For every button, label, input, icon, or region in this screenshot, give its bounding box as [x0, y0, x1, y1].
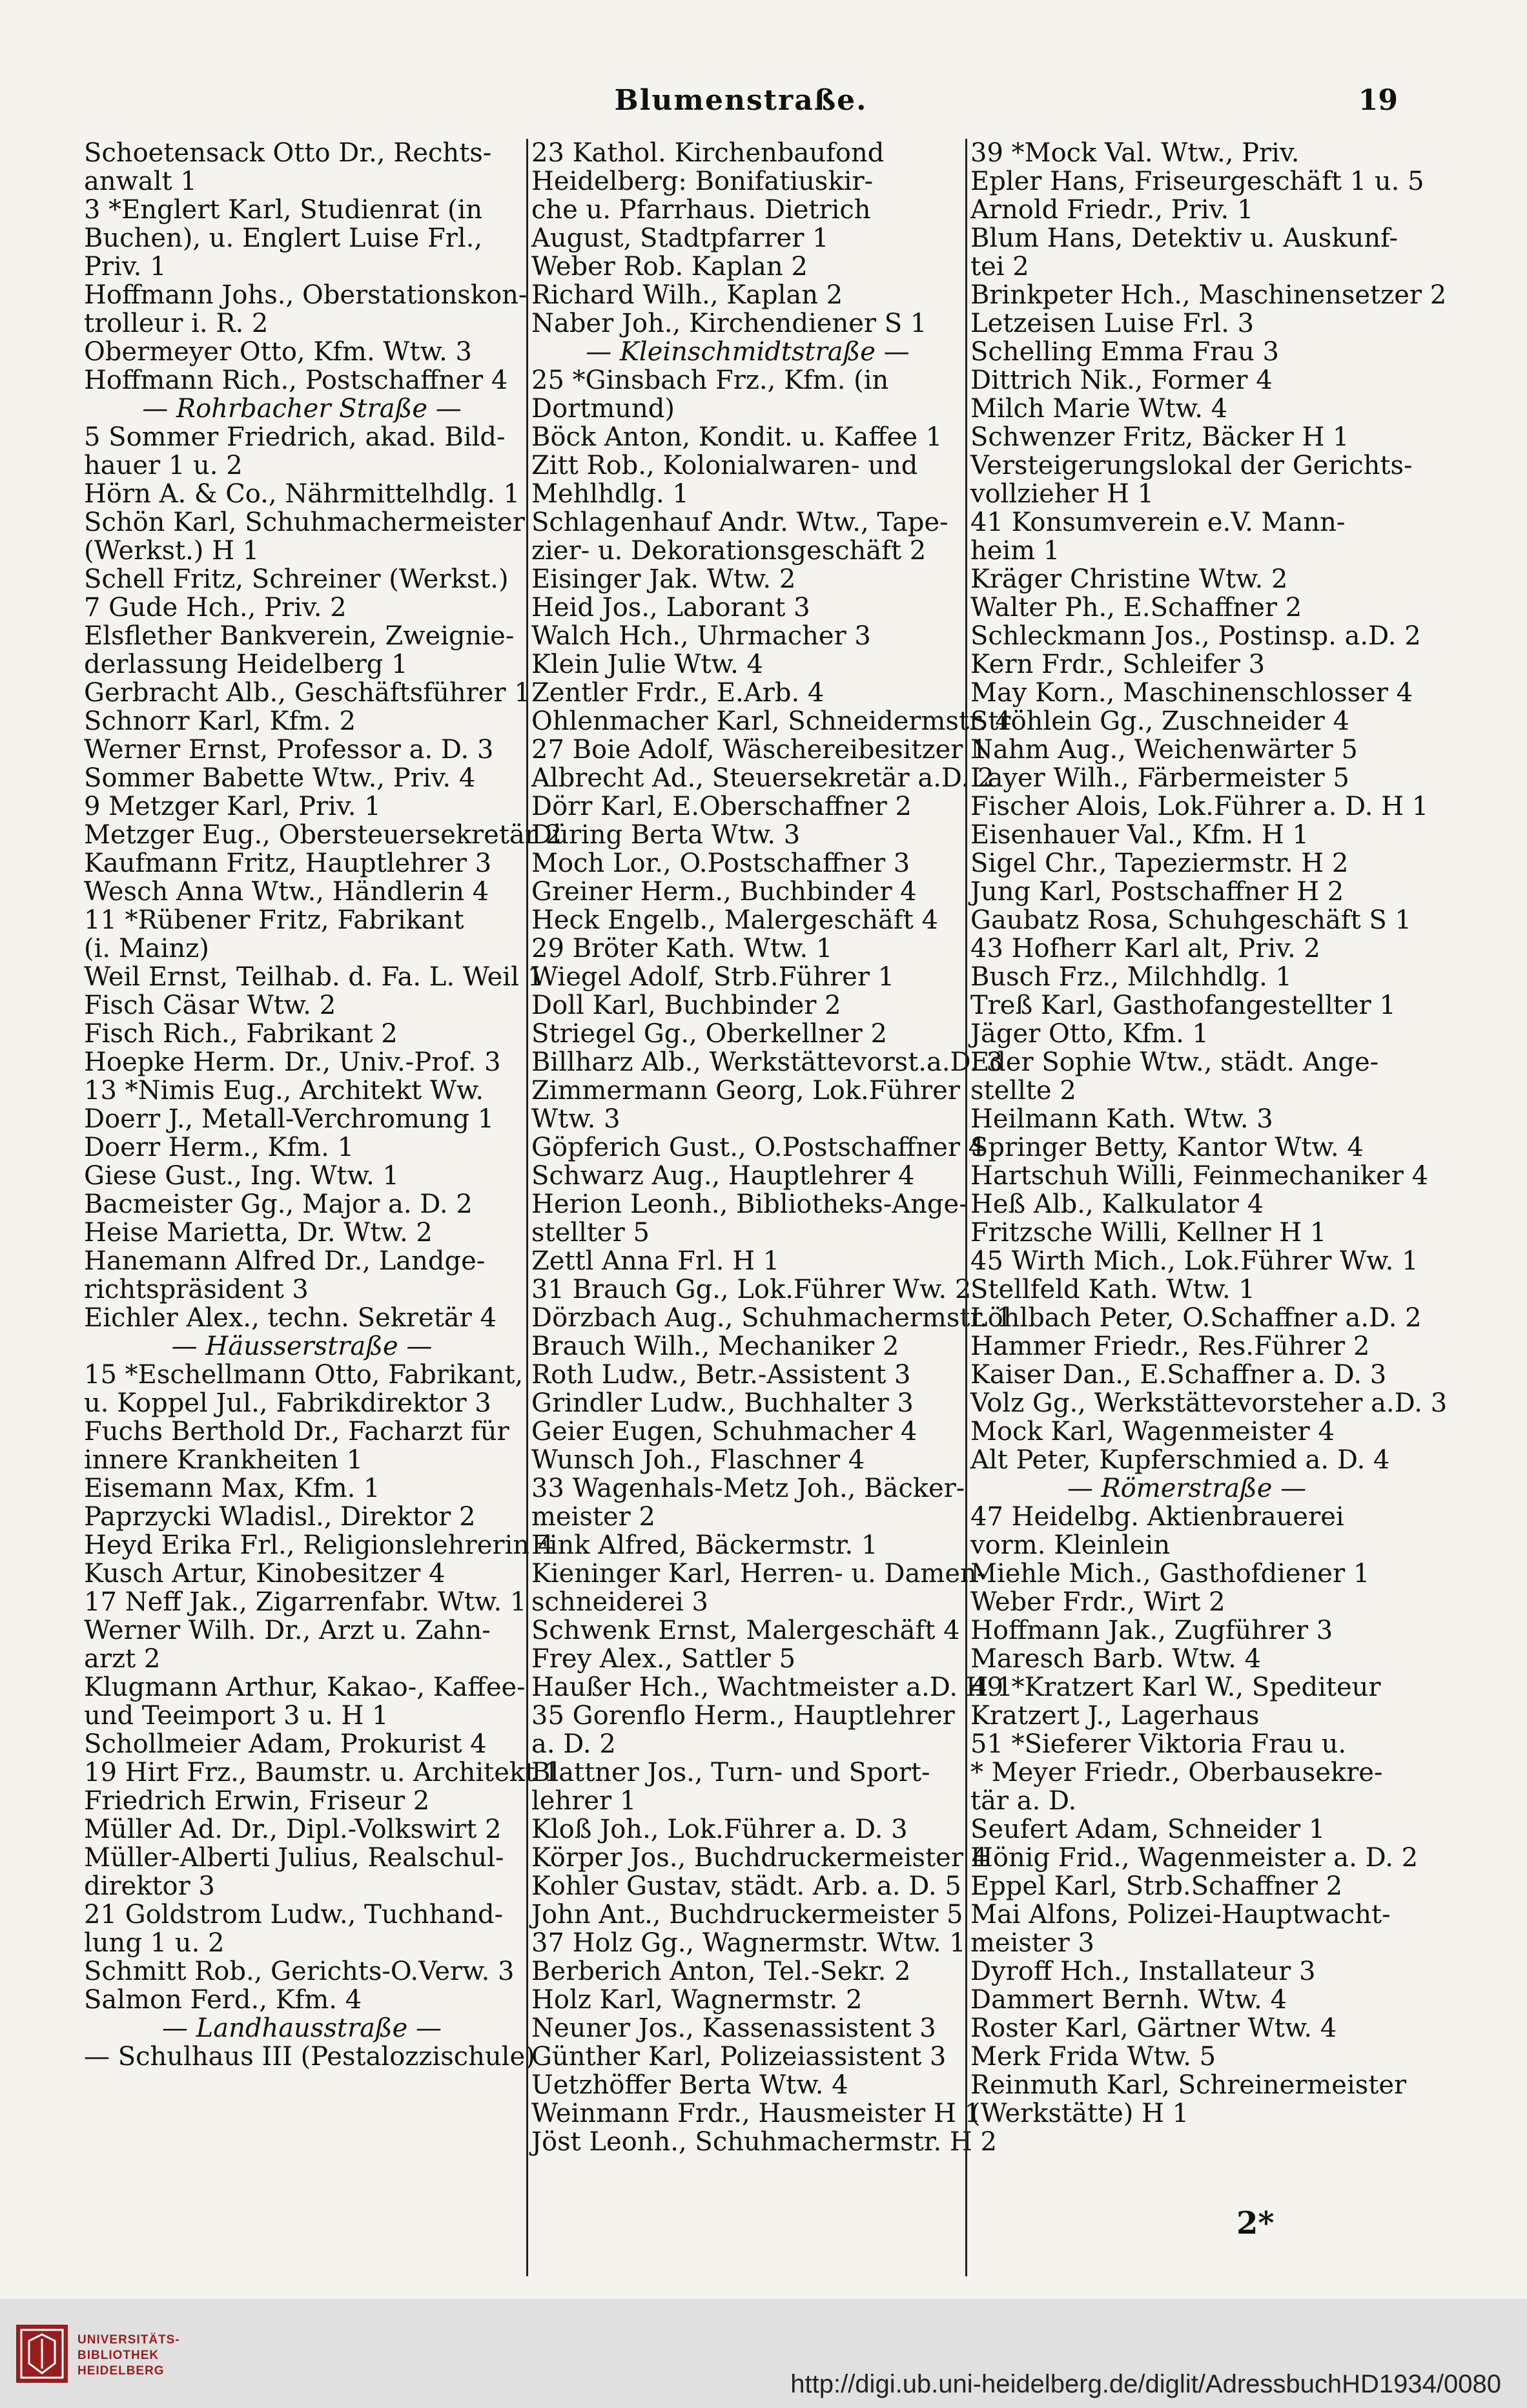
- directory-entry: 15 *Eschellmann Otto, Fabrikant,: [84, 1360, 524, 1390]
- directory-entry: Schollmeier Adam, Prokurist 4: [84, 1729, 487, 1759]
- directory-entry: Kieninger Karl, Herren- u. Damen-: [531, 1559, 986, 1589]
- directory-entry: Doerr J., Metall-Verchromung 1: [84, 1104, 495, 1134]
- directory-entry: Dammert Bernh. Wtw. 4: [970, 1985, 1287, 2015]
- directory-entry: Göpferich Gust., O.Postschaffner 4: [531, 1133, 985, 1162]
- directory-entry: Haußer Hch., Wachtmeister a.D. H 1: [531, 1672, 1013, 1702]
- directory-entry: Greiner Herm., Buchbinder 4: [531, 877, 917, 907]
- directory-entry: Giese Gust., Ing. Wtw. 1: [84, 1161, 399, 1191]
- directory-entry: Eppel Karl, Strb.Schaffner 2: [970, 1871, 1343, 1901]
- street-heading: — Rohrbacher Straße —: [142, 394, 462, 424]
- directory-entry: 27 Boie Adolf, Wäschereibesitzer 1: [531, 735, 988, 765]
- directory-entry: Sigel Chr., Tapeziermstr. H 2: [970, 849, 1349, 878]
- directory-entry: schneiderei 3: [531, 1587, 708, 1617]
- street-heading: — Römerstraße —: [1067, 1474, 1307, 1503]
- directory-entry: Grindler Ludw., Buchhalter 3: [531, 1388, 914, 1418]
- library-logo[interactable]: [16, 2325, 210, 2383]
- directory-entry: Dittrich Nik., Former 4: [970, 365, 1273, 395]
- directory-entry: Hönig Frid., Wagenmeister a. D. 2: [970, 1843, 1419, 1873]
- directory-entry: Böck Anton, Kondit. u. Kaffee 1: [531, 422, 943, 452]
- directory-entry: Kloß Joh., Lok.Führer a. D. 3: [531, 1815, 908, 1844]
- directory-entry: Blattner Jos., Turn- und Sport-: [531, 1758, 930, 1787]
- directory-entry: Priv. 1: [84, 252, 167, 282]
- directory-entry: Düring Berta Wtw. 3: [531, 820, 801, 850]
- directory-entry: August, Stadtpfarrer 1: [531, 223, 829, 253]
- directory-entry: Klein Julie Wtw. 4: [531, 650, 763, 679]
- directory-entry: Arnold Friedr., Priv. 1: [970, 195, 1254, 225]
- directory-entry: Versteigerungslokal der Gerichts-: [970, 451, 1413, 480]
- directory-entry: Jung Karl, Postschaffner H 2: [970, 877, 1344, 907]
- directory-entry: a. D. 2: [531, 1729, 616, 1759]
- directory-entry: Müller Ad. Dr., Dipl.-Volkswirt 2: [84, 1815, 502, 1844]
- directory-entry: Heise Marietta, Dr. Wtw. 2: [84, 1218, 433, 1248]
- directory-entry: Wesch Anna Wtw., Händlerin 4: [84, 877, 489, 907]
- directory-entry: Alt Peter, Kupferschmied a. D. 4: [970, 1445, 1390, 1475]
- directory-entry: che u. Pfarrhaus. Dietrich: [531, 195, 871, 225]
- directory-entry: Löhlbach Peter, O.Schaffner a.D. 2: [970, 1303, 1422, 1333]
- directory-entry: Schell Fritz, Schreiner (Werkst.): [84, 564, 509, 594]
- directory-entry: Fuchs Berthold Dr., Facharzt für: [84, 1417, 509, 1446]
- directory-entry: John Ant., Buchdruckermeister 5: [531, 1900, 963, 1929]
- directory-entry: vorm. Kleinlein: [970, 1530, 1171, 1560]
- directory-entry: arzt 2: [84, 1644, 161, 1674]
- directory-entry: Wunsch Joh., Flaschner 4: [531, 1445, 865, 1475]
- directory-entry: 47 Heidelbg. Aktienbrauerei: [970, 1502, 1344, 1532]
- library-logo-text: [77, 2332, 180, 2379]
- directory-entry: Zitt Rob., Kolonialwaren- und: [531, 451, 918, 480]
- directory-entry: Gerbracht Alb., Geschäftsführer 1: [84, 678, 531, 708]
- directory-entry: Brinkpeter Hch., Maschinensetzer 2: [970, 280, 1447, 310]
- street-heading: — Landhausstraße —: [161, 2013, 442, 2043]
- directory-entry: direktor 3: [84, 1871, 215, 1901]
- directory-entry: Heilmann Kath. Wtw. 3: [970, 1104, 1273, 1134]
- logo-line-2: BIBLIOTHEK: [77, 2349, 159, 2362]
- street-heading: — Häusserstraße —: [171, 1332, 433, 1361]
- directory-entry: derlassung Heidelberg 1: [84, 650, 408, 679]
- directory-columns: [84, 138, 1448, 2276]
- directory-entry: Hoepke Herm. Dr., Univ.-Prof. 3: [84, 1047, 501, 1077]
- directory-entry: May Korn., Maschinenschlosser 4: [970, 678, 1413, 708]
- directory-entry: Schmitt Rob., Gerichts-O.Verw. 3: [84, 1957, 515, 1986]
- directory-entry: Reinmuth Karl, Schreinermeister: [970, 2070, 1407, 2100]
- directory-entry: Buchen), u. Englert Luise Frl.,: [84, 223, 483, 253]
- directory-entry: Hartschuh Willi, Feinmechaniker 4: [970, 1161, 1429, 1191]
- directory-entry: und Teeimport 3 u. H 1: [84, 1701, 389, 1731]
- signature-mark: 2*: [1236, 2205, 1275, 2241]
- directory-entry: Müller-Alberti Julius, Realschul-: [84, 1843, 504, 1873]
- directory-entry: Dortmund): [531, 394, 675, 424]
- directory-entry: Kräger Christine Wtw. 2: [970, 564, 1288, 594]
- directory-entry: Werner Ernst, Professor a. D. 3: [84, 735, 494, 765]
- directory-entry: 51 *Sieferer Viktoria Frau u.: [970, 1729, 1347, 1759]
- directory-entry: Letzeisen Luise Frl. 3: [970, 309, 1255, 338]
- directory-entry: Heyd Erika Frl., Religionslehrerin 4: [84, 1530, 555, 1560]
- directory-entry: 45 Wirth Mich., Lok.Führer Ww. 1: [970, 1246, 1419, 1276]
- directory-entry: (Werkst.) H 1: [84, 536, 260, 566]
- directory-entry: Herion Leonh., Bibliotheks-Ange-: [531, 1189, 968, 1219]
- directory-entry: Bacmeister Gg., Major a. D. 2: [84, 1189, 473, 1219]
- directory-entry: Fritzsche Willi, Kellner H 1: [970, 1218, 1327, 1248]
- column-3: [965, 138, 1448, 2276]
- directory-entry: — Schulhaus III (Pestalozzischule): [84, 2042, 535, 2072]
- directory-entry: (Werkstätte) H 1: [970, 2099, 1189, 2128]
- directory-entry: Layer Wilh., Färbermeister 5: [970, 763, 1349, 793]
- directory-entry: Werner Wilh. Dr., Arzt u. Zahn-: [84, 1616, 491, 1645]
- directory-entry: Jöst Leonh., Schuhmachermstr. H 2: [531, 2127, 997, 2157]
- source-url[interactable]: http://digi.ub.uni-heidelberg.de/diglit/AdressbuchHD1934/0080: [790, 2370, 1501, 2398]
- directory-entry: Obermeyer Otto, Kfm. Wtw. 3: [84, 337, 472, 367]
- directory-entry: 39 *Mock Val. Wtw., Priv.: [970, 138, 1300, 168]
- directory-entry: 19 Hirt Frz., Baumstr. u. Architekt 1: [84, 1758, 560, 1787]
- directory-entry: Busch Frz., Milchhdlg. 1: [970, 962, 1293, 992]
- directory-entry: Kratzert J., Lagerhaus: [970, 1701, 1260, 1731]
- directory-entry: 33 Wagenhals-Metz Joh., Bäcker-: [531, 1474, 965, 1503]
- directory-entry: Paprzycki Wladisl., Direktor 2: [84, 1502, 476, 1532]
- directory-entry: Weil Ernst, Teilhab. d. Fa. L. Weil 1: [84, 962, 544, 992]
- directory-entry: Hanemann Alfred Dr., Landge-: [84, 1246, 486, 1276]
- directory-entry: 37 Holz Gg., Wagnermstr. Wtw. 1: [531, 1928, 966, 1958]
- directory-entry: Roth Ludw., Betr.-Assistent 3: [531, 1360, 911, 1390]
- directory-entry: Kohler Gustav, städt. Arb. a. D. 5: [531, 1871, 961, 1901]
- directory-entry: zier- u. Dekorationsgeschäft 2: [531, 536, 927, 566]
- page-number: 19: [1358, 84, 1398, 117]
- directory-entry: stellte 2: [970, 1076, 1076, 1106]
- directory-entry: Heß Alb., Kalkulator 4: [970, 1189, 1264, 1219]
- directory-entry: Dyroff Hch., Installateur 3: [970, 1957, 1316, 1986]
- directory-entry: Milch Marie Wtw. 4: [970, 394, 1228, 424]
- directory-entry: Fisch Cäsar Wtw. 2: [84, 991, 336, 1020]
- directory-entry: Geier Eugen, Schuhmacher 4: [531, 1417, 917, 1446]
- directory-entry: Volz Gg., Werkstättevorsteher a.D. 3: [970, 1388, 1448, 1418]
- directory-entry: 7 Gude Hch., Priv. 2: [84, 593, 347, 623]
- directory-entry: Berberich Anton, Tel.-Sekr. 2: [531, 1957, 911, 1986]
- directory-entry: Brauch Wilh., Mechaniker 2: [531, 1332, 899, 1361]
- directory-entry: Weber Frdr., Wirt 2: [970, 1587, 1225, 1617]
- directory-entry: Maresch Barb. Wtw. 4: [970, 1644, 1261, 1674]
- directory-entry: Frey Alex., Sattler 5: [531, 1644, 796, 1674]
- directory-entry: 41 Konsumverein e.V. Mann-: [970, 508, 1346, 537]
- directory-entry: Schelling Emma Frau 3: [970, 337, 1279, 367]
- directory-entry: stellter 5: [531, 1218, 650, 1248]
- directory-entry: lung 1 u. 2: [84, 1928, 225, 1958]
- directory-entry: (i. Mainz): [84, 934, 209, 963]
- directory-entry: trolleur i. R. 2: [84, 309, 269, 338]
- logo-line-1: UNIVERSITÄTS-: [77, 2333, 180, 2347]
- directory-entry: 35 Gorenflo Herm., Hauptlehrer: [531, 1701, 955, 1731]
- directory-entry: Schön Karl, Schuhmachermeister: [84, 508, 525, 537]
- directory-entry: 23 Kathol. Kirchenbaufond: [531, 138, 885, 168]
- directory-entry: Gaubatz Rosa, Schuhgeschäft S 1: [970, 905, 1411, 935]
- directory-entry: Elsflether Bankverein, Zweignie-: [84, 621, 515, 651]
- directory-entry: Ströhlein Gg., Zuschneider 4: [970, 706, 1349, 736]
- directory-entry: Walch Hch., Uhrmacher 3: [531, 621, 871, 651]
- directory-entry: Kusch Artur, Kinobesitzer 4: [84, 1559, 446, 1589]
- directory-entry: vollzieher H 1: [970, 479, 1154, 509]
- directory-entry: richtspräsident 3: [84, 1275, 309, 1304]
- directory-entry: * Meyer Friedr., Oberbausekre-: [970, 1758, 1383, 1787]
- directory-entry: tär a. D.: [970, 1786, 1077, 1816]
- directory-entry: u. Koppel Jul., Fabrikdirektor 3: [84, 1388, 491, 1418]
- directory-entry: Heid Jos., Laborant 3: [531, 593, 810, 623]
- directory-entry: Treß Karl, Gasthofangestellter 1: [970, 991, 1396, 1020]
- directory-entry: Günther Karl, Polizeiassistent 3: [531, 2042, 947, 2072]
- directory-entry: Fisch Rich., Fabrikant 2: [84, 1019, 398, 1049]
- directory-entry: 5 Sommer Friedrich, akad. Bild-: [84, 422, 506, 452]
- directory-entry: Hoffmann Johs., Oberstationskon-: [84, 280, 528, 310]
- directory-entry: Hammer Friedr., Res.Führer 2: [970, 1332, 1370, 1361]
- directory-entry: Moch Lor., O.Postschaffner 3: [531, 849, 910, 878]
- directory-entry: Schwenk Ernst, Malergeschäft 4: [531, 1616, 960, 1645]
- directory-entry: Billharz Alb., Werkstättevorst.a.D. 3: [531, 1047, 1003, 1077]
- directory-entry: 31 Brauch Gg., Lok.Führer Ww. 2: [531, 1275, 972, 1304]
- directory-entry: Hoffmann Rich., Postschaffner 4: [84, 365, 508, 395]
- directory-entry: 11 *Rübener Fritz, Fabrikant: [84, 905, 464, 935]
- directory-entry: Dörr Karl, E.Oberschaffner 2: [531, 792, 912, 821]
- directory-entry: Schnorr Karl, Kfm. 2: [84, 706, 356, 736]
- directory-entry: 21 Goldstrom Ludw., Tuchhand-: [84, 1900, 504, 1929]
- directory-entry: Eisemann Max, Kfm. 1: [84, 1474, 380, 1503]
- page-title: Blumenstraße.: [614, 84, 868, 117]
- directory-entry: Schwenzer Fritz, Bäcker H 1: [970, 422, 1349, 452]
- directory-entry: meister 2: [531, 1502, 655, 1532]
- directory-entry: lehrer 1: [531, 1786, 637, 1816]
- column-1: [84, 138, 562, 2276]
- directory-entry: Eichler Alex., techn. Sekretär 4: [84, 1303, 497, 1333]
- directory-entry: Fischer Alois, Lok.Führer a. D. H 1: [970, 792, 1429, 821]
- directory-entry: Weber Rob. Kaplan 2: [531, 252, 808, 282]
- directory-entry: Epler Hans, Friseurgeschäft 1 u. 5: [970, 167, 1424, 196]
- directory-entry: meister 3: [970, 1928, 1094, 1958]
- directory-entry: Heck Engelb., Malergeschäft 4: [531, 905, 938, 935]
- directory-entry: tei 2: [970, 252, 1029, 282]
- directory-entry: Zentler Frdr., E.Arb. 4: [531, 678, 825, 708]
- directory-entry: Eisinger Jak. Wtw. 2: [531, 564, 796, 594]
- directory-entry: Hoffmann Jak., Zugführer 3: [970, 1616, 1333, 1645]
- directory-entry: Walter Ph., E.Schaffner 2: [970, 593, 1302, 623]
- directory-entry: Eder Sophie Wtw., städt. Ange-: [970, 1047, 1379, 1077]
- directory-entry: Nahm Aug., Weichenwärter 5: [970, 735, 1358, 765]
- directory-entry: Wtw. 3: [531, 1104, 620, 1134]
- directory-entry: Hörn A. & Co., Nährmittelhdlg. 1: [84, 479, 520, 509]
- directory-entry: Schleckmann Jos., Postinsp. a.D. 2: [970, 621, 1421, 651]
- directory-entry: Miehle Mich., Gasthofdiener 1: [970, 1559, 1370, 1589]
- directory-entry: Springer Betty, Kantor Wtw. 4: [970, 1133, 1364, 1162]
- directory-entry: Klugmann Arthur, Kakao-, Kaffee-: [84, 1672, 526, 1702]
- directory-entry: Merk Frida Wtw. 5: [970, 2042, 1216, 2072]
- directory-entry: hauer 1 u. 2: [84, 451, 243, 480]
- logo-line-3: HEIDELBERG: [77, 2364, 165, 2378]
- directory-entry: Seufert Adam, Schneider 1: [970, 1815, 1326, 1844]
- directory-entry: Schwarz Aug., Hauptlehrer 4: [531, 1161, 915, 1191]
- directory-entry: Kern Frdr., Schleifer 3: [970, 650, 1266, 679]
- directory-entry: Naber Joh., Kirchendiener S 1: [531, 309, 927, 338]
- directory-entry: Stellfeld Kath. Wtw. 1: [970, 1275, 1255, 1304]
- directory-entry: Zettl Anna Frl. H 1: [531, 1246, 780, 1276]
- directory-entry: Körper Jos., Buchdruckermeister 4: [531, 1843, 989, 1873]
- page-header: [84, 71, 1398, 123]
- directory-entry: Blum Hans, Detektiv u. Auskunf-: [970, 223, 1398, 253]
- directory-entry: Neuner Jos., Kassenassistent 3: [531, 2013, 936, 2043]
- directory-entry: Dörzbach Aug., Schuhmachermstr. 1: [531, 1303, 1013, 1333]
- directory-entry: heim 1: [970, 536, 1060, 566]
- directory-entry: Richard Wilh., Kaplan 2: [531, 280, 843, 310]
- directory-entry: Doll Karl, Buchbinder 2: [531, 991, 841, 1020]
- directory-entry: Eisenhauer Val., Kfm. H 1: [970, 820, 1309, 850]
- directory-entry: 43 Hofherr Karl alt, Priv. 2: [970, 934, 1320, 963]
- library-footer: [0, 2299, 1527, 2408]
- directory-entry: Roster Karl, Gärtner Wtw. 4: [970, 2013, 1337, 2043]
- directory-entry: Fink Alfred, Bäckermstr. 1: [531, 1530, 878, 1560]
- directory-entry: 3 *Englert Karl, Studienrat (in: [84, 195, 483, 225]
- directory-entry: anwalt 1: [84, 167, 197, 196]
- directory-entry: Metzger Eug., Obersteuersekretär 2: [84, 820, 562, 850]
- directory-entry: Holz Karl, Wagnermstr. 2: [531, 1985, 863, 2015]
- library-seal-icon: [16, 2325, 68, 2383]
- directory-entry: 13 *Nimis Eug., Architekt Ww.: [84, 1076, 484, 1106]
- directory-entry: 17 Neff Jak., Zigarrenfabr. Wtw. 1: [84, 1587, 527, 1617]
- directory-entry: Friedrich Erwin, Friseur 2: [84, 1786, 430, 1816]
- directory-entry: Striegel Gg., Oberkellner 2: [531, 1019, 887, 1049]
- directory-entry: 29 Bröter Kath. Wtw. 1: [531, 934, 833, 963]
- directory-entry: Uetzhöffer Berta Wtw. 4: [531, 2070, 848, 2100]
- directory-entry: Heidelberg: Bonifatiuskir-: [531, 167, 874, 196]
- directory-entry: Ohlenmacher Karl, Schneidermstr. 4: [531, 706, 1012, 736]
- directory-entry: Albrecht Ad., Steuersekretär a.D. 2: [531, 763, 994, 793]
- directory-entry: Kaiser Dan., E.Schaffner a. D. 3: [970, 1360, 1387, 1390]
- street-heading: — Kleinschmidtstraße —: [586, 337, 910, 367]
- directory-entry: 49 *Kratzert Karl W., Spediteur: [970, 1672, 1381, 1702]
- directory-entry: Weinmann Frdr., Hausmeister H 1: [531, 2099, 981, 2128]
- directory-entry: Jäger Otto, Kfm. 1: [970, 1019, 1209, 1049]
- directory-entry: Wiegel Adolf, Strb.Führer 1: [531, 962, 895, 992]
- directory-entry: Kaufmann Fritz, Hauptlehrer 3: [84, 849, 492, 878]
- directory-entry: Doerr Herm., Kfm. 1: [84, 1133, 354, 1162]
- directory-entry: 25 *Ginsbach Frz., Kfm. (in: [531, 365, 889, 395]
- directory-entry: Schoetensack Otto Dr., Rechts-: [84, 138, 492, 168]
- directory-entry: Salmon Ferd., Kfm. 4: [84, 1985, 362, 2015]
- directory-entry: Mehlhdlg. 1: [531, 479, 689, 509]
- directory-entry: Schlagenhauf Andr. Wtw., Tape-: [531, 508, 948, 537]
- directory-entry: Mai Alfons, Polizei-Hauptwacht-: [970, 1900, 1391, 1929]
- directory-entry: Zimmermann Georg, Lok.Führer: [531, 1076, 960, 1106]
- directory-entry: innere Krankheiten 1: [84, 1445, 364, 1475]
- directory-entry: Sommer Babette Wtw., Priv. 4: [84, 763, 476, 793]
- directory-entry: Mock Karl, Wagenmeister 4: [970, 1417, 1335, 1446]
- directory-entry: 9 Metzger Karl, Priv. 1: [84, 792, 381, 821]
